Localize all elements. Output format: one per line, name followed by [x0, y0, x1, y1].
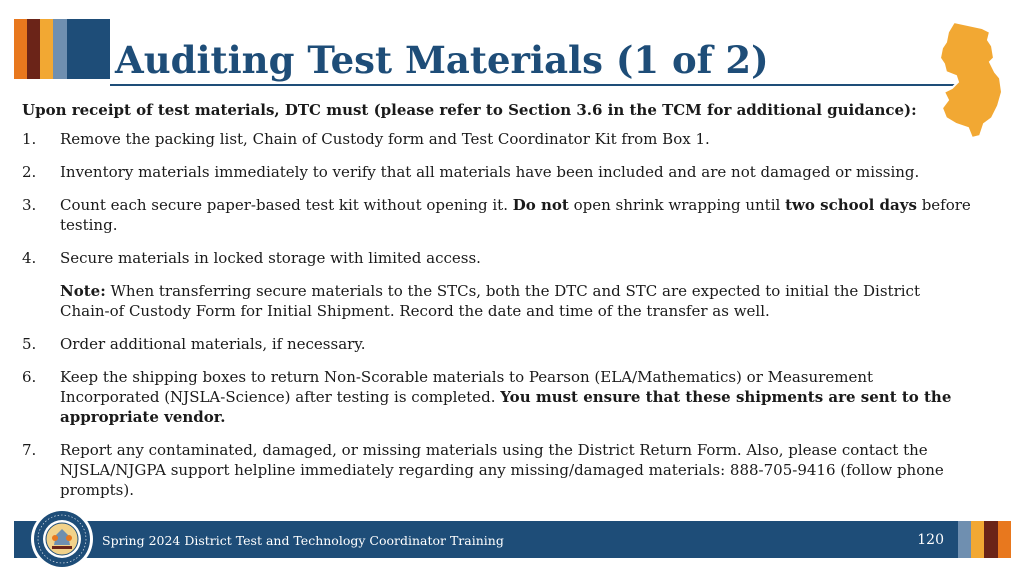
item-emphasis: two school days [785, 196, 917, 214]
item-number: 6. [22, 368, 37, 386]
item-number: 5. [22, 335, 37, 353]
item-text: Order additional materials, if necessary. [60, 335, 366, 353]
list-item [22, 162, 972, 182]
list-item [22, 129, 972, 149]
list-item [22, 334, 972, 354]
page-title: Auditing Test Materials (1 of 2) [115, 38, 769, 82]
note-label: Note: [60, 282, 106, 300]
list-item [22, 367, 972, 427]
item-text: Remove the packing list, Chain of Custody form and Test Coordinator Kit from Box 1. [60, 130, 710, 148]
instruction-list-continued [22, 334, 972, 500]
item-number: 2. [22, 163, 37, 181]
item-number: 4. [22, 249, 37, 267]
nj-department-of-education-seal-icon [30, 507, 94, 571]
item-text: Count each secure paper-based test kit without opening it. [60, 196, 513, 214]
footer-stripes [958, 521, 1011, 558]
item-number: 3. [22, 196, 37, 214]
list-item [22, 440, 972, 500]
title-underline [110, 84, 970, 86]
item-text: Secure materials in locked storage with limited access. [60, 249, 481, 267]
item-text: open shrink wrapping until [568, 196, 786, 214]
note-paragraph [22, 281, 972, 321]
item-text: Keep the shipping boxes to return Non-Scorable materials to Pearson (ELA/Mathematics) or Measurement Incorporated (NJSLA-Science) after testing is completed. [60, 368, 874, 406]
item-emphasis: You must ensure that these shipments are sent to the appropriate vendor. [60, 388, 952, 426]
note-text: When transferring secure materials to the STCs, both the DTC and STC are expected to initial the District Chain-of Custody Form for Initial Shipment. Record the date and time of the transfer as well. [60, 282, 920, 320]
item-text: Inventory materials immediately to verify that all materials have been included and are not damaged or missing. [60, 163, 920, 181]
item-text: Report any contaminated, damaged, or missing materials using the District Return Form. Also, please contact the NJSLA/NJGPA support helpline immediately regarding any missing/damaged materials: 888-705-9416 (follow phone prompts). [60, 441, 944, 499]
item-emphasis: Do not [512, 196, 569, 214]
instruction-list [22, 129, 972, 268]
footer-text: Spring 2024 District Test and Technology Coordinator Training [102, 533, 504, 548]
item-text: before testing. [60, 196, 971, 234]
list-item [22, 195, 972, 235]
title-stripes [14, 19, 110, 79]
list-item [22, 248, 972, 268]
item-number: 1. [22, 130, 37, 148]
item-number: 7. [22, 441, 37, 459]
page-number: 120 [917, 532, 944, 548]
intro-text: Upon receipt of test materials, DTC must (please refer to Section 3.6 in the TCM for additional guidance): [22, 101, 917, 119]
footer-bar [14, 521, 958, 558]
main-content [22, 100, 972, 513]
